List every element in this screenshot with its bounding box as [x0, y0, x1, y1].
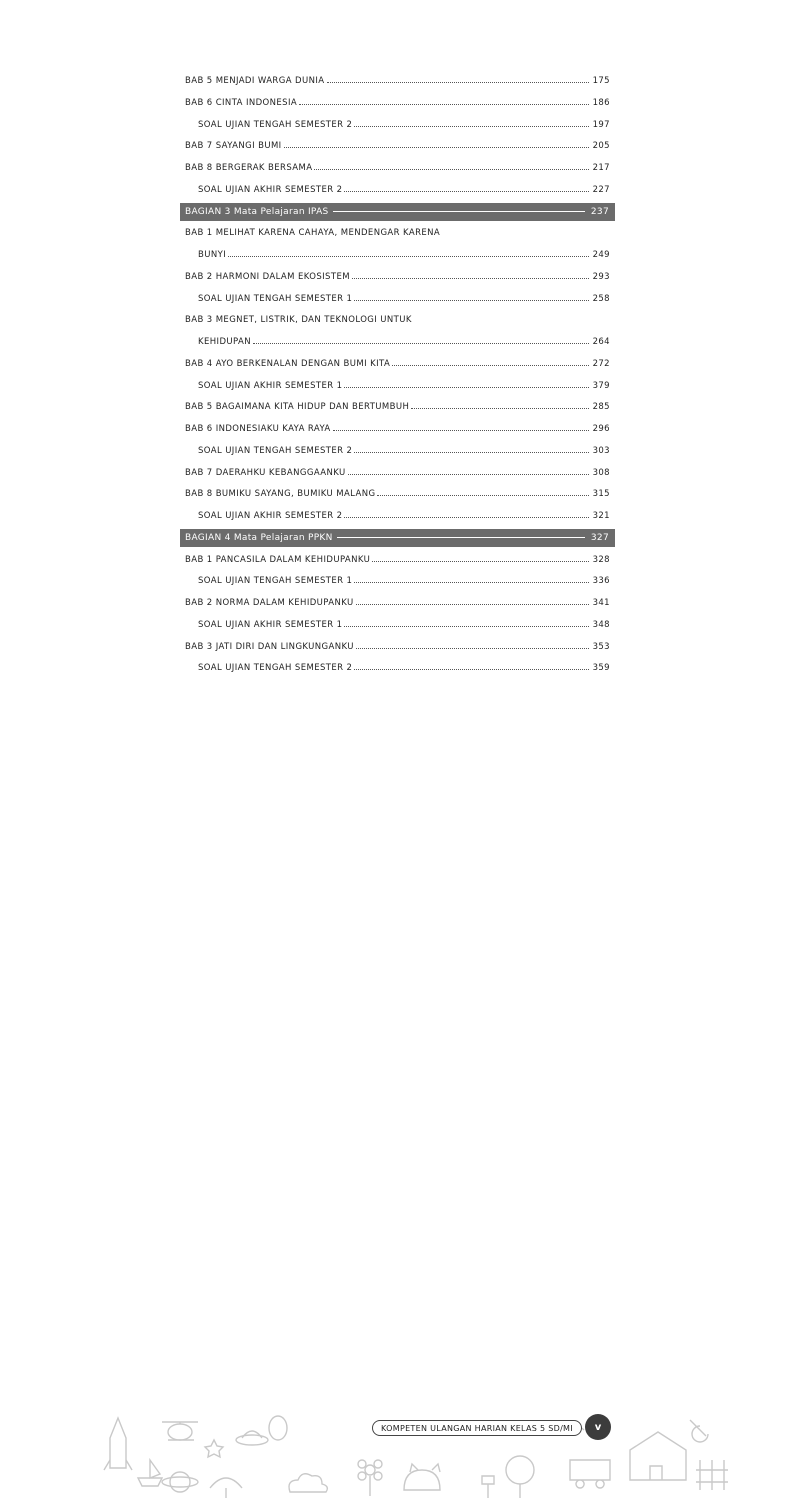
toc-entry-label: SOAL UJIAN AKHIR SEMESTER 2 — [198, 511, 343, 521]
toc-page-number: 197 — [592, 119, 610, 130]
leader-dots — [354, 582, 588, 583]
table-of-contents — [0, 0, 800, 700]
leader-dots — [284, 147, 589, 148]
toc-entry-label: KEHIDUPAN — [198, 337, 251, 347]
section-label: BAGIAN 4 Mata Pelajaran PPKN — [185, 532, 333, 543]
toc-page-number: 328 — [592, 554, 610, 565]
toc-subentry — [198, 290, 610, 304]
leader-dots — [333, 430, 589, 431]
toc-page-number: 186 — [592, 97, 610, 108]
toc-subentry — [198, 116, 610, 130]
toc-entry-label: BAB 1 PANCASILA DALAM KEHIDUPANKU — [185, 554, 371, 565]
leader-dots — [356, 648, 589, 649]
leader-dots — [299, 104, 588, 105]
leader-dots — [314, 169, 588, 170]
cloud-doodle — [289, 1474, 327, 1492]
toc-entry-label: SOAL UJIAN TENGAH SEMESTER 1 — [198, 576, 353, 587]
page-number-badge: v — [585, 1414, 611, 1440]
leader-dots — [327, 82, 589, 83]
leader-dots — [348, 474, 589, 475]
umbrella-doodle — [210, 1478, 242, 1498]
leader-dots — [352, 278, 589, 279]
cat-doodle — [404, 1464, 440, 1490]
leader-dots — [228, 256, 588, 257]
toc-subentry — [198, 572, 610, 586]
toc-page-number: 293 — [592, 271, 610, 282]
page-footer — [0, 700, 800, 1433]
toc-entry-label: SOAL UJIAN AKHIR SEMESTER 2 — [198, 184, 343, 195]
section-rule — [333, 211, 585, 212]
toc-page-number: 321 — [592, 511, 610, 521]
toc-subentry — [198, 616, 610, 630]
toc-entry — [185, 268, 610, 282]
toc-page-number: 264 — [592, 337, 610, 347]
house-doodle — [630, 1432, 686, 1480]
toc-page-number: 296 — [592, 424, 610, 434]
toc-entry-label: BAB 6 INDONESIAKU KAYA RAYA — [185, 424, 331, 434]
toc-page-number: 258 — [592, 293, 610, 304]
toc-entry — [185, 420, 610, 434]
toc-page-number: 336 — [592, 576, 610, 587]
toc-page-number: 175 — [592, 76, 610, 86]
signpost-doodle — [482, 1476, 494, 1498]
toc-page-number: 359 — [592, 663, 610, 674]
toc-entry-label: BAB 6 CINTA INDONESIA — [185, 97, 298, 108]
toc-entry — [185, 638, 610, 652]
leader-dots — [354, 300, 588, 301]
toc-subentry — [198, 181, 610, 195]
toc-entry — [185, 137, 610, 151]
section-page: 327 — [590, 532, 609, 543]
toc-page-number: 285 — [592, 402, 610, 413]
leader-dots — [344, 626, 588, 627]
toc-page-number: 249 — [592, 250, 610, 260]
toc-entry — [185, 551, 610, 565]
rocket-doodle — [110, 1418, 126, 1468]
toc-entry — [185, 224, 610, 238]
tree-doodle — [506, 1456, 534, 1484]
section-header — [180, 203, 615, 221]
toc-entry — [185, 72, 610, 86]
toc-entry-label: BAB 3 JATI DIRI DAN LINGKUNGANKU — [185, 641, 354, 652]
section-rule — [337, 537, 585, 538]
leader-dots — [377, 495, 588, 496]
toc-page-number: 315 — [592, 489, 610, 500]
planet-doodle — [170, 1472, 190, 1492]
toc-entry-label: SOAL UJIAN TENGAH SEMESTER 2 — [198, 445, 353, 456]
toc-page-number: 217 — [592, 163, 610, 173]
toc-entry — [185, 355, 610, 369]
leader-dots — [344, 191, 588, 192]
toc-entry-label: SOAL UJIAN TENGAH SEMESTER 1 — [198, 293, 353, 304]
toc-page-number: 341 — [592, 598, 610, 608]
leader-dots — [253, 343, 589, 344]
leader-dots — [344, 387, 588, 388]
toc-page-number: 205 — [592, 141, 610, 152]
toc-subentry — [198, 377, 610, 391]
leader-dots — [356, 604, 589, 605]
section-header — [180, 529, 615, 547]
book-title-badge: KOMPETEN ULANGAN HARIAN KELAS 5 SD/MI — [372, 1420, 582, 1436]
toc-page-number: 308 — [592, 467, 610, 478]
leader-dots — [344, 517, 588, 518]
toc-entry-label: BAB 5 MENJADI WARGA DUNIA — [185, 76, 325, 86]
toc-entry — [185, 464, 610, 478]
leader-dots — [392, 365, 588, 366]
toc-entry-label: SOAL UJIAN AKHIR SEMESTER 1 — [198, 619, 343, 630]
toc-page-number: 348 — [592, 619, 610, 630]
toc-page-number: 227 — [592, 184, 610, 195]
toc-subentry — [198, 246, 610, 260]
toc-subentry — [198, 442, 610, 456]
toc-entry-label: BUNYI — [198, 250, 227, 260]
toc-page-number: 272 — [592, 358, 610, 369]
section-page: 237 — [590, 206, 609, 217]
toc-entry-label: BAB 8 BUMIKU SAYANG, BUMIKU MALANG — [185, 489, 376, 500]
toc-entry-label: BAB 2 HARMONI DALAM EKOSISTEM — [185, 271, 350, 282]
bus-doodle — [570, 1460, 610, 1488]
toc-subentry — [198, 333, 610, 347]
toc-entry-label: BAB 2 NORMA DALAM KEHIDUPANKU — [185, 598, 354, 608]
section-label: BAGIAN 3 Mata Pelajaran IPAS — [185, 206, 329, 217]
toc-entry-label: BAB 1 MELIHAT KARENA CAHAYA, MENDENGAR KARENA — [185, 228, 441, 239]
leader-dots — [354, 669, 588, 670]
toc-page-number: 353 — [592, 641, 610, 652]
leader-dots — [354, 452, 588, 453]
toc-page-number: 379 — [592, 380, 610, 391]
ufo-doodle — [236, 1435, 268, 1445]
helicopter-doodle — [168, 1424, 192, 1440]
toc-entry — [185, 594, 610, 608]
toc-entry-label: SOAL UJIAN TENGAH SEMESTER 2 — [198, 663, 353, 674]
toc-entry-label: BAB 4 AYO BERKENALAN DENGAN BUMI KITA — [185, 358, 391, 369]
doodle-illustration — [0, 1400, 800, 1500]
toc-entry-label: BAB 8 BERGERAK BERSAMA — [185, 163, 313, 173]
toc-entry — [185, 159, 610, 173]
toc-entry-label: SOAL UJIAN TENGAH SEMESTER 2 — [198, 119, 353, 130]
leader-dots — [354, 126, 588, 127]
toc-entry-label: SOAL UJIAN AKHIR SEMESTER 1 — [198, 380, 343, 391]
toc-page-number: 303 — [592, 445, 610, 456]
fence-doodle — [696, 1460, 728, 1490]
alien-doodle — [269, 1416, 287, 1440]
flower-doodle — [365, 1465, 375, 1475]
toc-entry — [185, 398, 610, 412]
guitar-doodle — [690, 1420, 708, 1442]
toc-entry — [185, 94, 610, 108]
boat-doodle — [138, 1460, 162, 1486]
toc-entry-label: BAB 3 MEGNET, LISTRIK, DAN TEKNOLOGI UNTUK — [185, 315, 412, 326]
toc-entry-label: BAB 5 BAGAIMANA KITA HIDUP DAN BERTUMBUH — [185, 402, 410, 413]
toc-subentry — [198, 659, 610, 673]
leader-dots — [411, 408, 588, 409]
leader-dots — [372, 561, 588, 562]
toc-entry — [185, 311, 610, 325]
toc-subentry — [198, 507, 610, 521]
toc-entry-label: BAB 7 DAERAHKU KEBANGGAANKU — [185, 467, 346, 478]
toc-entry-label: BAB 7 SAYANGI BUMI — [185, 141, 282, 152]
toc-entry — [185, 485, 610, 499]
star-doodle — [205, 1440, 223, 1457]
